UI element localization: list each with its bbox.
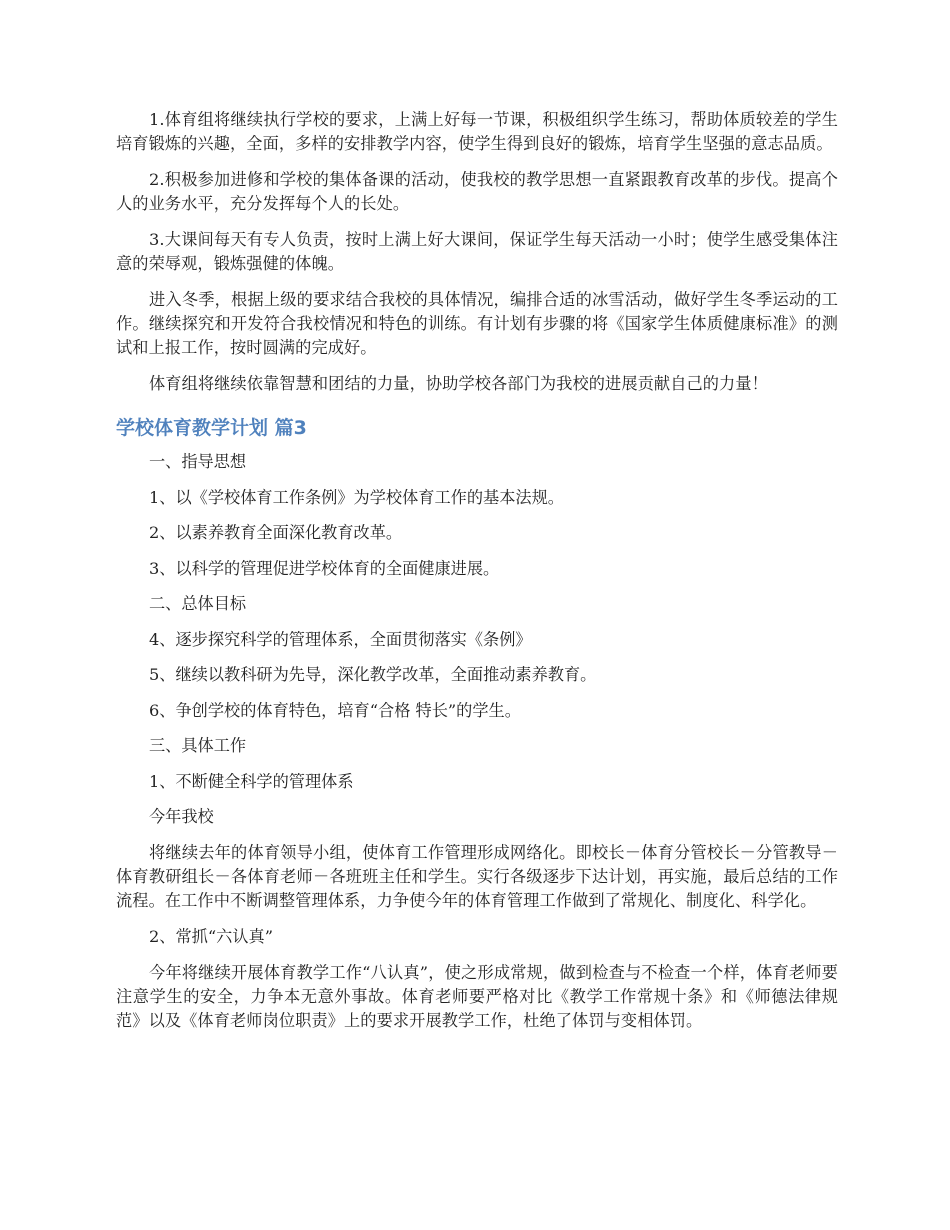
list-item: 3、以科学的管理促进学校体育的全面健康进展。 [149, 558, 500, 578]
paragraph-item-1: 1.体育组将继续执行学校的要求，上满上好每一节课，积极组织学生练习，帮助体质较差的学生培育锻炼的兴趣，全面，多样的安排教学内容，使学生得到良好的锻炼，培育学生坚强的意志品质。 [116, 110, 838, 153]
list-item: 三、具体工作 [149, 736, 247, 755]
paragraph-management: 将继续去年的体育领导小组，使体育工作管理形成网络化。即校长－体育分管校长－分管教导－体育教研组长－各体育老师－各班班主任和学生。实行各级逐步下达计划，再实施，最后总结的工作流程。在工作中不断调整管理体系，力争使今年的体育管理工作做到了常规化、制度化、科学化。 [116, 843, 838, 910]
document-body [116, 108, 838, 1033]
list-item: 一、指导思想 [149, 452, 247, 471]
list-item: 1、以《学校体育工作条例》为学校体育工作的基本法规。 [149, 487, 564, 507]
paragraph-teaching-rules: 今年将继续开展体育教学工作“八认真”，使之形成常规，做到检查与不检查一个样，体育老师要注意学生的安全，力争本无意外事故。体育老师要严格对比《教学工作常规十条》和《师德法律规范》以及《体育老师岗位职责》上的要求开展教学工作，杜绝了体罚与变相体罚。 [116, 963, 838, 1030]
paragraph-winter-sports: 进入冬季，根据上级的要求结合我校的具体情况，编排合适的冰雪活动，做好学生冬季运动的工作。继续探究和开发符合我校情况和特色的训练。有计划有步骤的将《国家学生体质健康标准》的测试和上报工作，按时圆满的完成好。 [116, 290, 838, 357]
list-item: 5、继续以教科研为先导，深化教学改革，全面推动素养教育。 [149, 665, 597, 684]
list-item: 4、逐步探究科学的管理体系，全面贯彻落实《条例》 [149, 629, 532, 649]
list-item: 今年我校 [149, 807, 214, 826]
paragraph-item-3: 3.大课间每天有专人负责，按时上满上好大课间，保证学生每天活动一小时；使学生感受集体注意的荣辱观，锻炼强健的体魄。 [116, 230, 838, 273]
list-item: 2、以素养教育全面深化教育改革。 [149, 523, 403, 542]
list-item: 6、争创学校的体育特色，培育“合格 特长”的学生。 [149, 700, 521, 720]
section-heading: 学校体育教学计划 篇3 [116, 417, 307, 439]
list-item: 二、总体目标 [149, 594, 247, 613]
list-item: 2、常抓“六认真” [149, 927, 273, 946]
paragraph-closing: 体育组将继续依靠智慧和团结的力量，协助学校各部门为我校的进展贡献自己的力量！ [149, 374, 768, 393]
paragraph-item-2: 2.积极参加进修和学校的集体备课的活动，使我校的教学思想一直紧跟教育改革的步伐。提高个人的业务水平，充分发挥每个人的长处。 [116, 170, 838, 213]
list-item: 1、不断健全科学的管理体系 [149, 771, 354, 791]
